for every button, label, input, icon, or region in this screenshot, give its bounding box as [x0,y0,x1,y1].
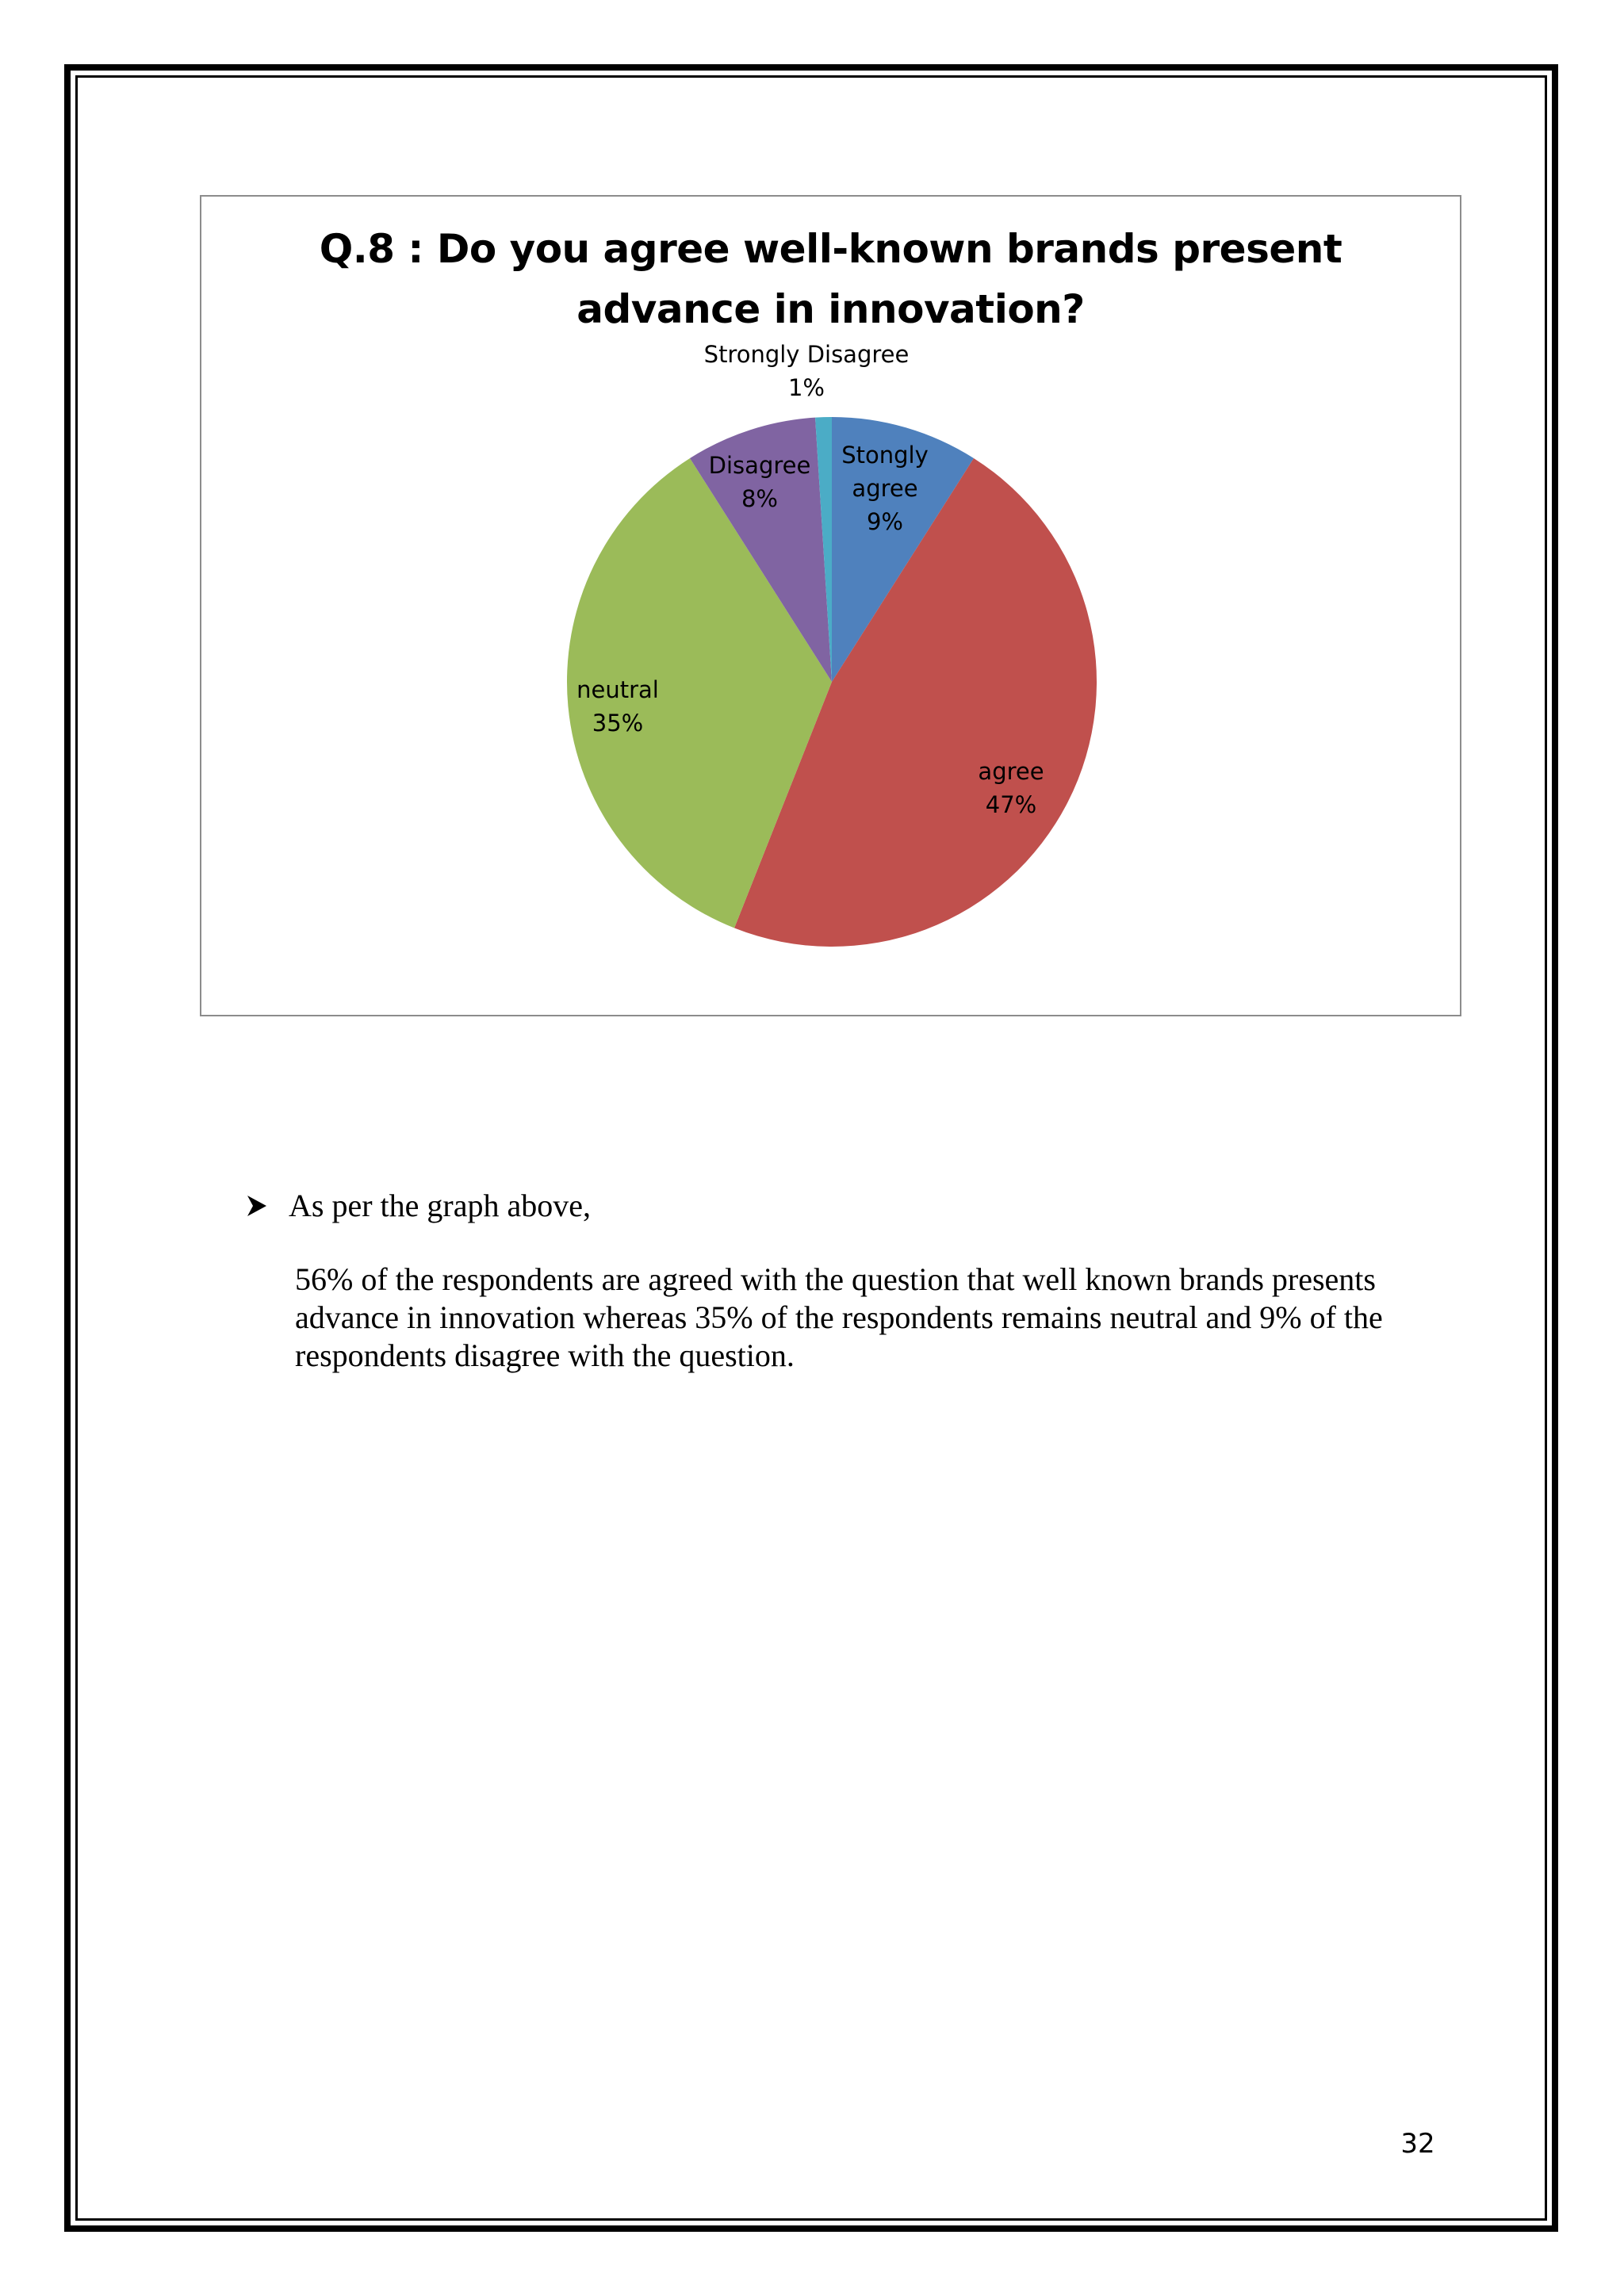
chart-title-line-2: advance in innovation? [576,286,1085,332]
arrowhead-bullet-icon [246,1194,268,1218]
data-label-strongly-disagree: Strongly Disagree 1% [703,341,910,401]
pie-chart-svg [201,197,1463,1018]
bullet-text: As per the graph above, [289,1188,591,1223]
data-label-stongly-agree: Stongly agree 9% [841,442,929,535]
data-label-disagree: Disagree 8% [708,452,811,512]
page-number: 32 [1400,2128,1435,2160]
data-label-neutral: neutral 35% [576,676,659,737]
pie-chart [200,195,1461,1016]
body-paragraph: 56% of the respondents are agreed with the question that well known brands presents advance in innovation whereas 35% of the respondents remains neutral and 9% of the respondents disagree with the question. [295,1261,1383,1373]
data-label-agree: agree 47% [978,758,1044,818]
chart-title-line-1: Q.8 : Do you agree well-known brands present [319,226,1342,272]
bullet-item [246,1187,591,1224]
